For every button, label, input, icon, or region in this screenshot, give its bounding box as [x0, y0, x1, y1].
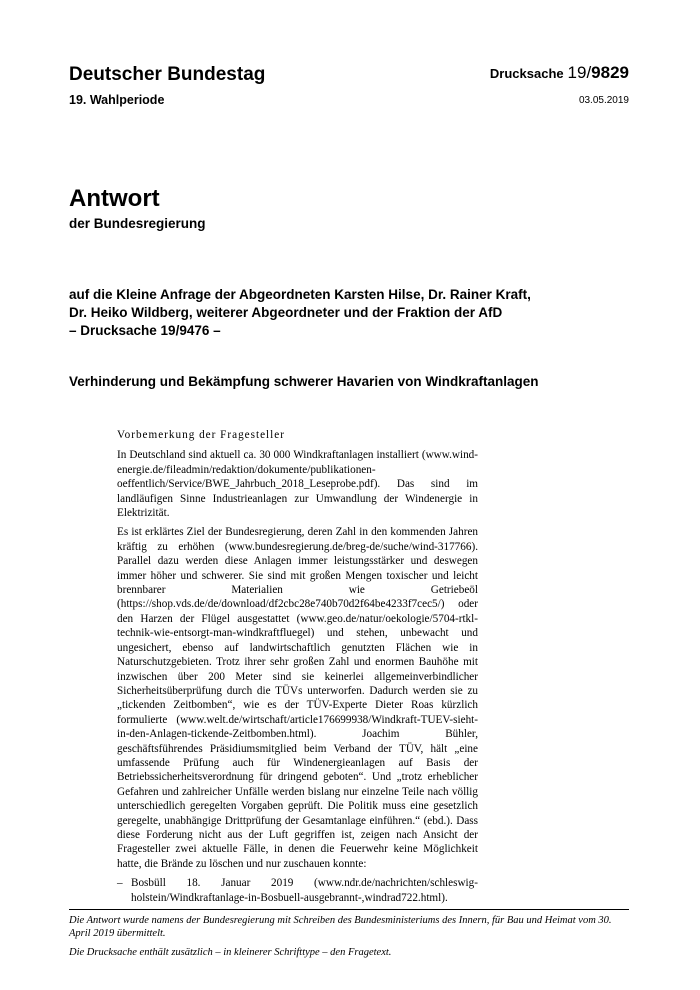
anfrage-line: auf die Kleine Anfrage der Abgeordneten Karsten Hilse, Dr. Rainer Kraft,	[69, 287, 531, 302]
footer-divider	[69, 909, 629, 910]
paragraph: In Deutschland sind aktuell ca. 30 000 Windkraftanlagen installiert (www.wind-energie.de/fileadmin/redaktion/dokumente/publikationen-oeffentlich/Service/BWE_Jahrbuch_2018_Leseprobe.pdf). Das sind im landläufigen Sinne Industrieanlagen zur Umwandlung der Windenergie in Elektrizität.	[117, 449, 478, 520]
bullet-dash: –	[117, 877, 123, 890]
anfrage-reference	[69, 286, 609, 340]
drucksache-suffix: 9829	[591, 63, 629, 82]
section-heading: Vorbemerkung der Fragesteller	[117, 429, 285, 441]
document-date: 03.05.2019	[578, 95, 629, 106]
preliminary-remarks	[117, 428, 478, 905]
paragraph: Es ist erklärtes Ziel der Bundesregierung, deren Zahl in den kommenden Jahren kräftig zu erhöhen (www.bundesregierung.de/breg-de/suche/wind-317766). Parallel dazu werden diese Anlagen immer leistungsstärker und deswegen immer höher und schwerer. Sie sind mit großen Mengen toxischer und leicht brennbarer Materialien wie Getriebeöl (https://shop.vds.de/de/download/df2cbc28e740b70d2f64be4233f7cec5/) oder den Harzen der Flügel ausgestattet (www.geo.de/natur/oekologie/5704-rtkl-technik-wie-entsorgt-man-windkraftfluegel) und stehen, unbewacht und ungesichert, ebenso auf landwirtschaftlich genutzten Flächen wie in Naturschutzgebieten. Trotz ihrer sehr großen Zahl und enormen Bauhöhe mit inzwischen über 200 Meter sind sie keinerlei allgemeinverbindlicher Sicherheitsüberprüfung durch die TÜVs unterworfen. Dadurch werden sie zu „tickenden Zeitbomben“, wie es der TÜV-Experte Dieter Roas kürzlich formulierte (www.welt.de/wirtschaft/article176699938/Windkraft-TUEV-sieht-in-den-Anlagen-tickende-Zeitbomben.html). Joachim Bühler, geschäftsführendes Präsidiumsmitglied beim Verband der TÜV, hält „eine umfassende Prüfung auch für Windenergieanlagen auf Basis der Betriebssicherheitsverordnung für dringend geboten“. Und „trotz erheblicher Gefahren und zahlreicher Unfälle werden bislang nur einzelne Teile nach völlig unterschiedlich geregelten Vorgaben geprüft. Die Politik muss eine gesetzlich geregelte, unabhängige Drittprüfung der Gesamtanlage einführen.“ (ebd.). Dass diese Forderung nicht aus der Luft gegriffen ist, zeigen nach Ansicht der Fragesteller zwei aktuelle Fälle, in denen die Feuerwehr keine Möglichkeit hatte, die Brände zu löschen und nur zuschauen konnte:	[117, 526, 478, 870]
subject-heading: Verhinderung und Bekämpfung schwerer Havarien von Windkraftanlagen	[69, 374, 539, 389]
anfrage-line: Dr. Heiko Wildberg, weiterer Abgeordneter und der Fraktion der AfD	[69, 305, 503, 320]
wahlperiode: 19. Wahlperiode	[69, 93, 165, 107]
drucksache-prefix: 19/	[567, 63, 592, 82]
document-title: Antwort	[69, 185, 160, 212]
list-item-text: Bosbüll 18. Januar 2019 (www.ndr.de/nachrichten/schleswig-holstein/Windkraftanlage-in-Bosbuell-ausgebrannt-,windrad722.html).	[131, 877, 478, 904]
document-subtitle: der Bundesregierung	[69, 216, 206, 231]
drucksache-id	[568, 63, 629, 82]
anfrage-line: – Drucksache 19/9476 –	[69, 323, 221, 338]
footer-note: Die Antwort wurde namens der Bundesregierung mit Schreiben des Bundesministeriums des Innern, für Bau und Heimat vom 30. April 2019 übermittelt.	[69, 915, 612, 939]
list-item	[117, 876, 478, 905]
footer-note: Die Drucksache enthält zusätzlich – in kleinerer Schrifttype – den Fragetext.	[69, 947, 392, 958]
drucksache-number	[490, 63, 629, 83]
drucksache-label: Drucksache	[489, 66, 564, 81]
institution-name: Deutscher Bundestag	[69, 64, 266, 85]
